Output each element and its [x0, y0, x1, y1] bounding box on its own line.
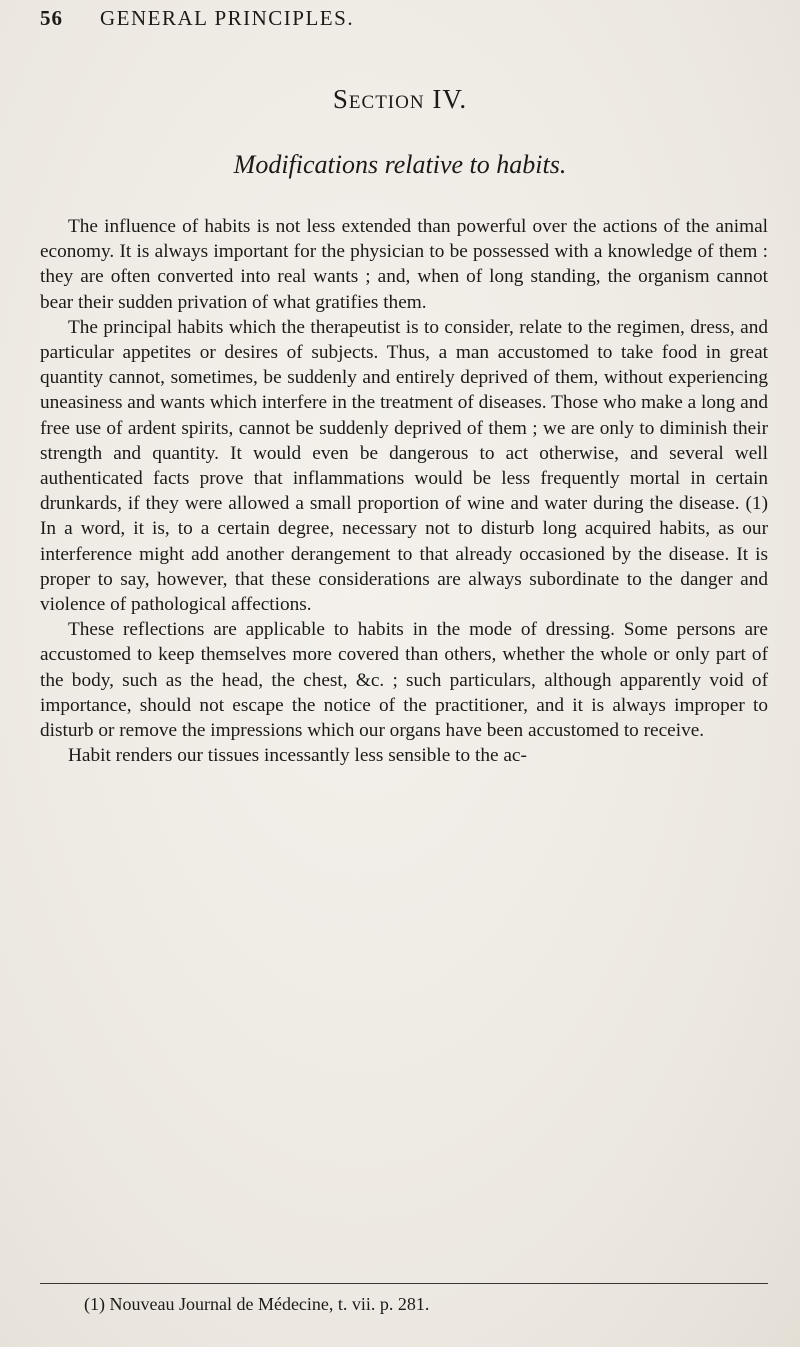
page-number: 56	[40, 6, 63, 30]
paragraph-habit-sensibility: Habit renders our tissues incessantly less sensible to the ac-	[68, 745, 527, 767]
body-text	[40, 214, 768, 768]
section-subtitle: Modifications relative to habits.	[233, 150, 567, 179]
paragraph-dressing: These reflections are applicable to habits in the mode of dressing. Some persons are accustomed to keep themselves more covered than others, whether the whole or only part of the body, such as the head, the chest, &c. ; such particulars, although apparently void of importance, should not escape the notice of the practitioner, and it is always improper to disturb or remove the impressions which our organs have been accustomed to receive.	[40, 619, 768, 742]
paragraph-habits-influence: The influence of habits is not less extended than powerful over the actions of the animal economy. It is always important for the physician to be possessed with a knowledge of them : they are often converted into real wants ; and, when of long standing, the organism cannot bear their sudden privation of what gratifies them.	[40, 216, 768, 313]
footnote: (1) Nouveau Journal de Médecine, t. vii. p. 281.	[84, 1294, 430, 1314]
running-title: GENERAL PRINCIPLES.	[100, 6, 355, 30]
paragraph-principal-habits: The principal habits which the therapeutist is to consider, relate to the regimen, dress, and particular appetites or desires of subjects. Thus, a man accustomed to take food in great quantity cannot, sometimes, be suddenly and entirely deprived of them, without experiencing uneasiness and wants which interfere in the treatment of diseases. Those who make a long and free use of ardent spirits, cannot be suddenly deprived of them ; we are only to diminish their strength and quantity. It would even be dangerous to act otherwise, and several well authenticated facts prove that inflammations would be less frequently mortal in certain drunkards, if they were allowed a small proportion of wine and water during the disease. (1) In a word, it is, to a certain degree, necessary not to disturb long acquired habits, as our interference might add another derangement to that already occasioned by the disease. It is proper to say, however, that these considerations are always subordinate to the danger and violence of pathological affections.	[40, 316, 768, 616]
section-heading: Section IV.	[332, 84, 468, 114]
footnote-divider	[40, 1283, 768, 1284]
running-head	[40, 6, 660, 36]
